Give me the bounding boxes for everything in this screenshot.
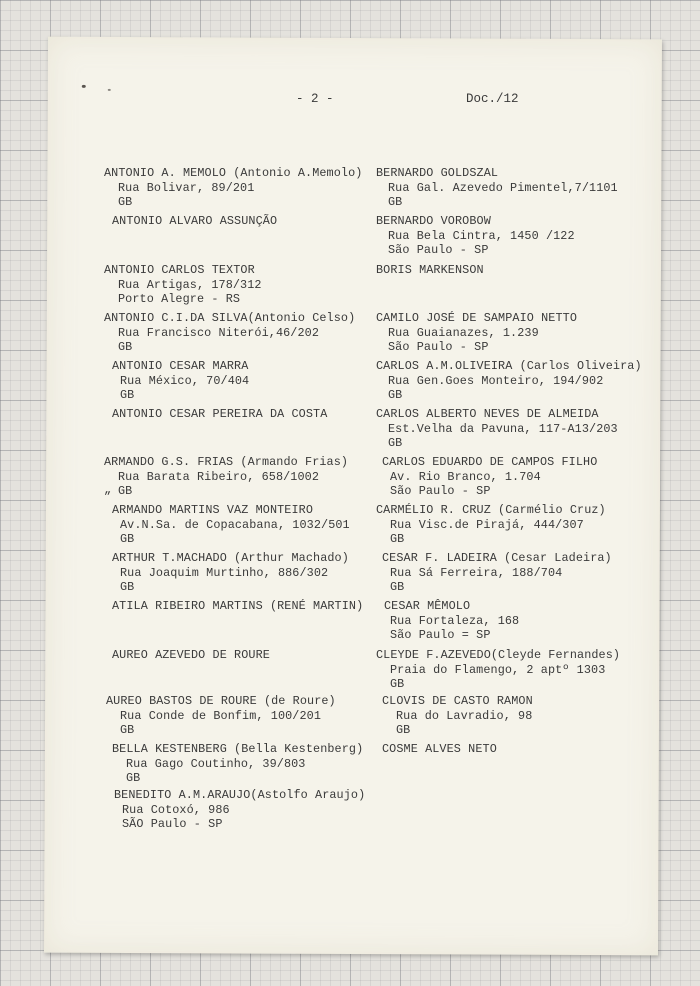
entry-address-line: GB [390, 532, 405, 546]
entry-address-line: GB [120, 532, 135, 546]
directory-entry [112, 503, 350, 547]
directory-entry [112, 648, 270, 663]
directory-entry [114, 788, 365, 832]
directory-entry [382, 742, 497, 757]
entry-address-line: GB [388, 195, 403, 209]
entry-name: ATILA RIBEIRO MARTINS (RENÉ MARTIN) [112, 599, 364, 613]
entry-address-line: Rua México, 70/404 [120, 373, 250, 388]
entry-address-line: Rua Artigas, 178/312 [118, 277, 262, 292]
entry-address-line: GB [118, 484, 133, 498]
entry-address-line: Rua do Lavradio, 98 [396, 708, 533, 723]
entry-address-line: São Paulo - SP [388, 243, 489, 257]
directory-entry [384, 599, 519, 643]
directory-entry [376, 648, 620, 692]
entry-name: ANTONIO C.I.DA SILVA(Antonio Celso) [104, 311, 356, 325]
entry-name: CLEYDE F.AZEVEDO(Cleyde Fernandes) [376, 648, 621, 662]
entry-name: BORIS MARKENSON [376, 263, 484, 277]
entry-address-line: Porto Alegre - RS [118, 292, 241, 306]
directory-entry [376, 503, 606, 547]
entry-address-line: GB [120, 580, 135, 594]
directory-entry [376, 166, 618, 210]
entry-address-line: GB [126, 771, 141, 785]
entry-address-line: Rua Gal. Azevedo Pimentel,7/1101 [388, 180, 618, 195]
entry-address-line: São Paulo = SP [390, 628, 491, 642]
entry-address-line: Rua Visc.de Pirajá, 444/307 [390, 517, 584, 532]
entry-address-line: GB [388, 388, 403, 402]
entry-address-line: Rua Gen.Goes Monteiro, 194/902 [388, 373, 604, 388]
directory-entry [112, 359, 249, 403]
directory-entry [376, 311, 577, 355]
entry-name: ARMANDO MARTINS VAZ MONTEIRO [112, 503, 314, 517]
directory-entry [104, 166, 362, 210]
entry-address-line: GB [390, 580, 405, 594]
entry-address-line: GB [390, 677, 405, 691]
entry-name: CARMÉLIO R. CRUZ (Carmélio Cruz) [376, 503, 606, 517]
entry-address-line: GB [396, 723, 411, 737]
ink-spot [108, 89, 111, 91]
directory-entry [112, 214, 277, 229]
entry-name: BERNARDO GOLDSZAL [376, 166, 499, 180]
directory-entry [112, 742, 363, 786]
entry-address-line: Rua Bela Cintra, 1450 /122 [388, 228, 575, 243]
entry-name: BENEDITO A.M.ARAUJO(Astolfo Araujo) [114, 788, 366, 802]
entry-address-line: Rua Bolivar, 89/201 [118, 180, 255, 195]
entry-address-line: GB [388, 436, 403, 450]
entry-address-line: GB [120, 723, 135, 737]
entry-address-line: Av.N.Sa. de Copacabana, 1032/501 [120, 517, 350, 532]
directory-entry [382, 551, 612, 595]
entry-address-line: Rua Joaquim Murtinho, 886/302 [120, 565, 329, 580]
entry-address-line: Rua Sá Ferreira, 188/704 [390, 565, 563, 580]
entry-address-line: Rua Fortaleza, 168 [390, 613, 520, 628]
entry-address-line: Rua Gago Coutinho, 39/803 [126, 756, 306, 771]
directory-entry [376, 263, 484, 278]
page-number: - 2 - [296, 92, 334, 106]
entry-name: ANTONIO CARLOS TEXTOR [104, 263, 255, 277]
entry-name: CARLOS EDUARDO DE CAMPOS FILHO [382, 455, 598, 469]
entry-name: ANTONIO A. MEMOLO (Antonio A.Memolo) [104, 166, 363, 180]
entry-name: AUREO AZEVEDO DE ROURE [112, 648, 270, 662]
entry-address-line: Rua Barata Ribeiro, 658/1002 [118, 469, 320, 484]
entry-name: ANTONIO CESAR MARRA [112, 359, 249, 373]
entry-address-line: Rua Guaianazes, 1.239 [388, 325, 539, 340]
entry-name: CARLOS A.M.OLIVEIRA (Carlos Oliveira) [376, 359, 642, 373]
entry-address-line: GB [120, 388, 135, 402]
entry-name: CARLOS ALBERTO NEVES DE ALMEIDA [376, 407, 599, 421]
directory-entry [104, 455, 348, 499]
entry-address-line: Praia do Flamengo, 2 aptº 1303 [390, 662, 606, 677]
entry-address-line: São Paulo - SP [390, 484, 491, 498]
entry-address-line: SÃO Paulo - SP [122, 817, 223, 831]
entry-name: CESAR MÊMOLO [384, 599, 471, 613]
directory-entry [104, 263, 262, 307]
directory-entry [106, 694, 336, 738]
entry-name: ANTONIO ALVARO ASSUNÇÃO [112, 214, 278, 228]
entry-address-line: Rua Conde de Bonfim, 100/201 [120, 708, 322, 723]
directory-entry [104, 311, 355, 355]
directory-entry [376, 407, 618, 451]
entry-name: CAMILO JOSÉ DE SAMPAIO NETTO [376, 311, 578, 325]
entry-name: CESAR F. LADEIRA (Cesar Ladeira) [382, 551, 612, 565]
entry-address-line: Av. Rio Branco, 1.704 [390, 469, 541, 484]
stray-mark: „ [104, 483, 112, 497]
entry-address-line: GB [118, 340, 133, 354]
entry-name: AUREO BASTOS DE ROURE (de Roure) [106, 694, 336, 708]
entry-name: COSME ALVES NETO [382, 742, 497, 756]
directory-entry [112, 551, 349, 595]
ink-spot [82, 85, 86, 88]
entry-address-line: GB [118, 195, 133, 209]
entry-name: BELLA KESTENBERG (Bella Kestenberg) [112, 742, 364, 756]
entry-name: ARMANDO G.S. FRIAS (Armando Frias) [104, 455, 349, 469]
entry-name: CLOVIS DE CASTO RAMON [382, 694, 533, 708]
directory-entry [376, 214, 575, 258]
entry-name: ANTONIO CESAR PEREIRA DA COSTA [112, 407, 328, 421]
directory-entry [376, 359, 642, 403]
directory-entry [112, 407, 327, 422]
entry-name: ARTHUR T.MACHADO (Arthur Machado) [112, 551, 349, 565]
entry-address-line: Rua Cotoxó, 986 [122, 802, 230, 817]
entry-address-line: Rua Francisco Niterói,46/202 [118, 325, 320, 340]
entry-address-line: São Paulo - SP [388, 340, 489, 354]
document-reference: Doc./12 [466, 92, 519, 106]
entry-address-line: Est.Velha da Pavuna, 117-A13/203 [388, 421, 618, 436]
directory-entry [382, 694, 533, 738]
entry-name: BERNARDO VOROBOW [376, 214, 491, 228]
directory-entry [112, 599, 363, 614]
directory-entry [382, 455, 597, 499]
